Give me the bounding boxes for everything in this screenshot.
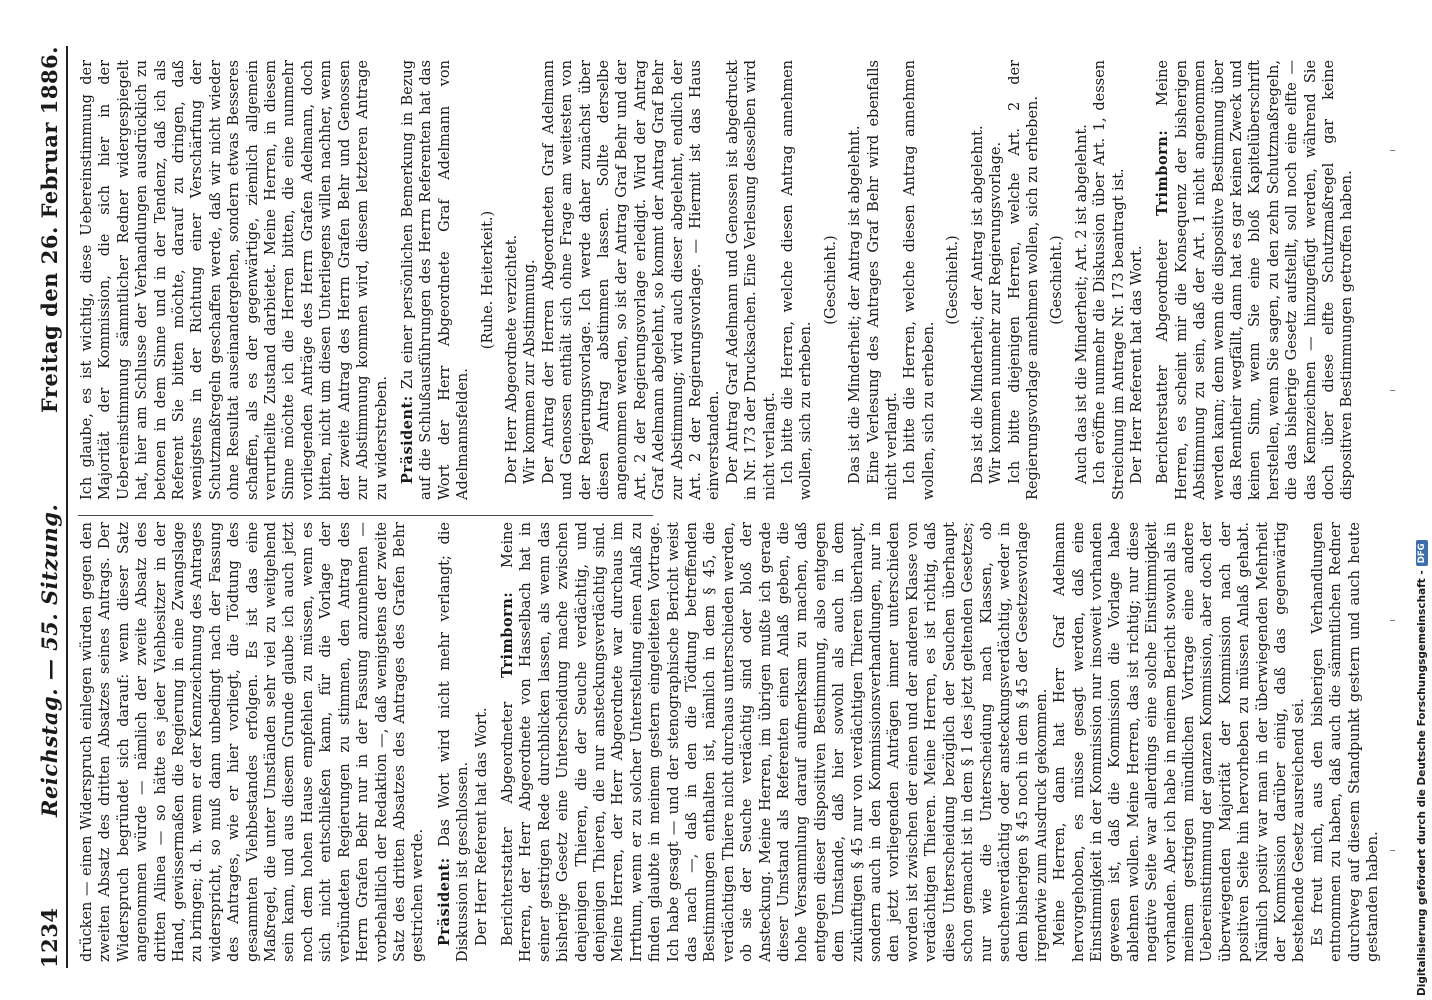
paragraph: Das ist die Minderheit; der Antrag ist abgelehnt.	[969, 125, 986, 484]
president-remark	[399, 60, 473, 500]
paragraph: Ich bitte die Herren, welche diesen Antrag annehmen wollen, sich zu erheben.	[780, 60, 815, 500]
president-remark	[436, 522, 473, 962]
speaker-role: Berichterstatter Abgeordneter	[1155, 239, 1172, 484]
stage-direction: (Geschieht.)	[945, 235, 962, 325]
speaker-name: Präsident:	[398, 395, 416, 484]
speaker-role: Berichterstatter Abgeordneter	[499, 701, 516, 946]
paragraph: Wir kommen zur Abstimmung.	[522, 259, 539, 484]
paragraph: Wir kommen nunmehr zur Regierungsvorlage.	[988, 141, 1005, 484]
left-column	[78, 522, 1382, 962]
paragraph: Ich glaube, es ist wichtig, diese Uebereinstimmung der Majorität der Kommission, die sich hier in der Uebereinstimmung sämmtlicher Redner widergespiegelt hat, hier am Schlusse der Verhandlungen ausdrücklich zu betonen in dem Sinne und in der Tendenz, daß ich als Referent Sie bitten möchte, darauf zu dringen, daß wenigstens in der Richtung einer Verschärfung der Schutzmaßregeln geschaffen werde, daß wir nicht wieder ohne Resultat auseinandergehen, sondern etwas Besseres schaffen, als es der gegenwärtige, ziemlich allgemein verurtheilte Zustand darbietet. Meine Herren, in diesem Sinne möchte ich die Herren bitten, die eine nunmehr vorliegenden Anträge des Herrn Grafen Adelmann, doch bitten, nicht um diesen Unterliegens willen nachher, wenn der zweite Antrag des Herrn Grafen Behr und Genossen zur Abstimmung kommen wird, diesem letzteren Antrage zu widerstreben.	[79, 60, 390, 500]
paragraph: drücken — einen Widerspruch einlegen würden gegen den zweiten Absatz des dritten Absatzes seines Antrags. Der Widerspruch begründet sich darauf: wenn dieser Satz angenommen würde — nämlich der zweite Absatz des dritten Alinea — so hätte es jeder Viehbesitzer in der Hand, gewissermaßen die Regierung in eine Zwangslage zu bringen; d. h. wenn er der Kennzeichnung des Antrages widerspricht, so muß dann unbedingt nach der Fassung des Antrages, wie er hier vorliegt, die Tödtung des gesammten Viehbestandes erfolgen. Es ist das eine Maßregel, die unter Umständen sehr viel zu weitgehend sein kann, und aus diesem Grunde glaube ich auch jetzt noch dem hohen Hause empfehlen zu müssen, wenn es sich nicht entschließen kann, für die Vorlage der verbündeten Regierungen zu stimmen, den Antrag des Herrn Grafen Behr nur in der Fassung anzunehmen — vorbehaltlich der Redaktion —, daß wenigstens der zweite Satz des dritten Absatzes des Antrages des Grafen Behr gestrichen werde.	[79, 522, 427, 962]
speech-text: Meine Herren, es scheint mir die Konsequenz der bisherigen Abstimmung zu sein, daß der Art. 1 nicht angenommen werden kann; denn wenn die dispositive Bestimmung über das Renntheir wegfällt, dann hat es gar keinen Zweck und keinen Sinn, wenn Sie eine bloß Kapitelüberschrift herstellen, wenn Sie sagen, zu den zehn Schutzmaßregeln, die das bisherige Gesetz aufstellt, soll noch eine elfte — das Kennzeichnen — hinzugefügt werden, während Sie doch über diese elfte Schutzmaßregel gar keine dispositiven Bestimmungen getroffen haben.	[1155, 59, 1356, 500]
credit-text: Digitalisierung gefördert durch die Deutsche Forschungsgemeinschaft -	[1416, 570, 1428, 996]
page-number: 1234	[37, 907, 62, 968]
paragraph: Ich bitte diejenigen Herren, welche Art. 2 der Regierungsvorlage annehmen wollen, sich zu erheben.	[1006, 60, 1041, 500]
scan-gutter-marks	[1388, 0, 1398, 1000]
page-title: Reichstag. — 55. Sitzung.	[37, 503, 62, 817]
speaker-name: Präsident:	[435, 857, 453, 946]
stage-direction: (Ruhe. Heiterkeit.)	[479, 210, 496, 350]
paragraph: Ich eröffne nunmehr die Diskussion über Art. 1, dessen Streichung im Antrage Nr. 173 beantragt ist.	[1092, 60, 1127, 500]
paragraph: Es freut mich, aus den bisherigen Verhandlungen entnommen zu haben, daß auch die sämmtlichen Redner durchweg auf diesem Standpunkt gestern und auch heute gestanden haben.	[1309, 522, 1382, 962]
dfg-logo: DFG	[1416, 540, 1428, 566]
header-rule	[66, 46, 68, 968]
paragraph: Auch das ist die Minderheit; Art. 2 ist abgelehnt.	[1073, 124, 1090, 484]
speech	[1154, 60, 1356, 500]
remark-text: Das Wort wird nicht mehr verlangt; die Diskussion ist geschlossen.	[436, 521, 472, 962]
vote-sequence	[822, 60, 1147, 500]
paragraph: Das ist die Minderheit; der Antrag ist abgelehnt.	[847, 125, 864, 484]
speech-text: Meine Herren, der Herr Abgeordnete von Hasselbach hat in seiner gestrigen Rede durchblicken lassen, als wenn das bisherige Gesetz eine Unterscheidung mache zwischen denjenigen Thieren, die der Seuche verdächtig, und denjenigen Thieren, die nur ansteckungsverdächtig sind. Meine Herren, der Herr Abgeordnete war durchaus im Irrthum, wenn er zu solcher Unterstellung einen Anlaß zu finden glaubte in meinem gestern eingeleiteten Vortrage. Ich habe gesagt — und der stenographische Bericht weist das nach —, daß in den die Tödtung betreffenden Bestimmungen enthalten ist, nämlich in dem § 45, die verdächtigen Thiere nicht durchaus unterschieden werden, ob sie der Seuche verdächtig sind oder bloß der Ansteckung. Meine Herren, im übrigen mußte ich gerade dieser Umstand als Referenten einen Anlaß geben, die hohe Versammlung darauf aufmerksam zu machen, daß entgegen dieser dispositiven Bestimmung, also entgegen dem Umstande, daß hier sowohl als auch in dem zukünftigen § 45 nur von verdächtigen Thieren überhaupt, sondern auch in den Kommissionsverhandlungen, nur in den jetzt vorliegenden Anträgen immer unterschieden worden ist zwischen der einen und der anderen Klasse von verdächtigen Thieren. Meine Herren, es ist richtig, daß diese Unterscheidung bezüglich der Seuchen überhaupt schon gemacht ist in dem § 1 des jetzt geltenden Gesetzes; nur wie die Unterscheidung nach Klassen, ob seuchenverdächtig oder ansteckungsverdächtig, weder in dem bisherigen § 45 noch in dem § 45 der Gesetzesvorlage irgendwie zum Ausdruck gekommen.	[499, 521, 1050, 962]
paragraph: Der Herr Referent hat das Wort.	[473, 707, 490, 946]
right-column	[78, 60, 1357, 500]
paragraph: Der Herr Abgeordnete verzichtet.	[503, 234, 520, 484]
remark-text: Zu einer persönlichen Bemerkung in Bezug auf die Schlußausführungen des Herrn Referenten hat das Wort der Herr Abgeordnete Graf Adelmann von Adelmannsfelden.	[399, 60, 472, 500]
digitization-credit	[1416, 540, 1428, 996]
column-divider	[78, 515, 653, 516]
paragraph: Eine Verlesung des Antrages Graf Behr wird ebenfalls nicht verlangt.	[865, 60, 901, 500]
stage-direction: (Geschieht.)	[822, 235, 839, 325]
speaker-name: Trimborn:	[1154, 129, 1172, 216]
paragraph: Der Herr Referent hat das Wort.	[1128, 245, 1145, 484]
paragraph: Ich bitte die Herren, welche diesen Antrag annehmen wollen, sich zu erheben.	[902, 60, 937, 500]
document-page	[8, 0, 1418, 1000]
running-head	[22, 46, 62, 968]
paragraph: Der Antrag der Herren Abgeordneten Graf Adelmann und Genossen enthält sich ohne Frage am weitesten von der Regierungsvorlage. Ich werde daher zunächst über diesen Antrag abstimmen lassen. Sollte derselbe angenommen werden, so ist der Antrag Graf Behr und der Art. 2 der Regierungsvorlage erledigt. Wird der Antrag Graf Adelmann abgelehnt, so kommt der Antrag Graf Behr zur Abstimmung; wird auch dieser abgelehnt, endlich der Art. 2 der Regierungsvorlage. — Hiermit ist das Haus einverstanden.	[540, 60, 723, 500]
stage-direction: (Geschieht.)	[1049, 235, 1066, 325]
speaker-name: Trimborn:	[498, 591, 516, 678]
speech	[499, 522, 1051, 962]
paragraph: Meine Herren, dann hat Herr Graf Adelmann hervorgehoben, es müsse gesagt werden, daß eine Einstimmigkeit in der Kommission nur insoweit vorhanden gewesen ist, daß die Kommission die Vorlage habe ablehnen wollen. Meine Herren, das ist richtig; nur diese negative Seite war allerdings eine solche Einstimmigkeit vorhanden. Aber ich habe in meinem Bericht sowohl als in meinem gestrigen mündlichen Vortrage eine andere Uebereinstimmung der ganzen Kommission, aber doch der überwiegenden Majorität der Kommission nach der positiven Seite hin hervorheben zu müssen Anlaß gehabt. Nämlich positiv war man in der überwiegenden Mehrheit der Kommission darüber einig, daß das gegenwärtig bestehende Gesetz ausreichend sei.	[1052, 522, 1308, 962]
page-date: Freitag den 26. Februar 1886.	[37, 46, 62, 414]
paragraph: Der Antrag Graf Adelmann und Genossen ist abgedruckt in Nr. 173 der Drucksachen. Eine Verlesung desselben wird nicht verlangt.	[724, 60, 778, 500]
